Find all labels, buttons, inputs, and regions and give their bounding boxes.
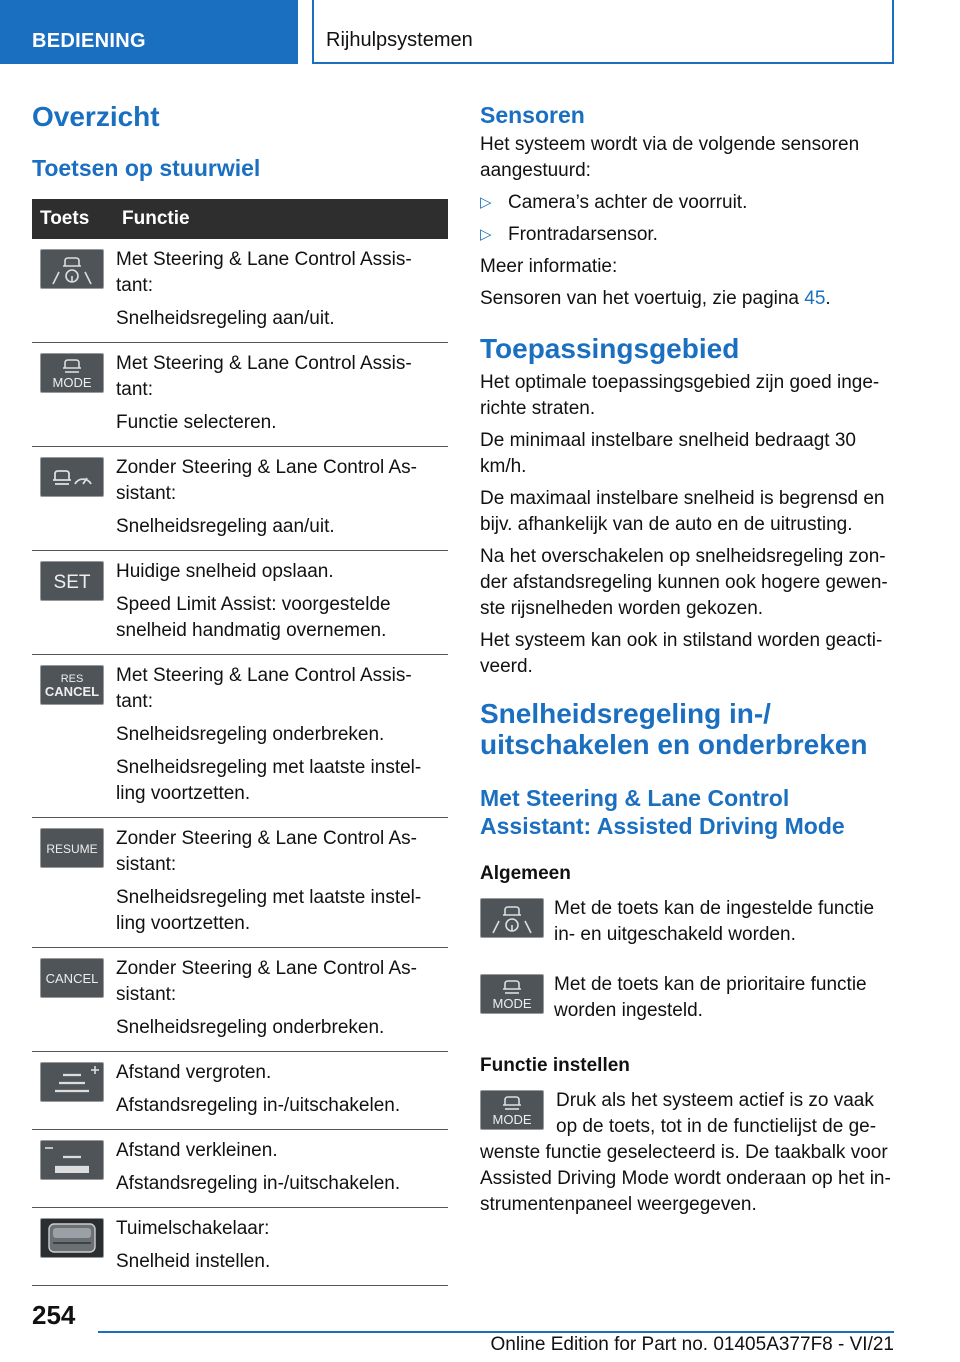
steering-assist-icon <box>40 249 104 289</box>
section-title-toepassingsgebied: Toepassingsgebied <box>480 333 740 364</box>
cancel-only-key-label: CANCEL <box>45 971 99 986</box>
sensor-bullet-2: Frontradarsensor. <box>508 224 658 245</box>
row-8-line-2: Afstandsregeling in-/uitschakelen. <box>116 1095 401 1116</box>
mode-key-label: MODE <box>52 375 92 390</box>
row-5-line-1: Met Steering & Lane Control Assis-tant: <box>116 665 412 712</box>
bullet-triangle-icon: ▷ <box>480 226 492 243</box>
table-header-row <box>32 199 448 239</box>
section-title-toetsen: Toetsen op stuurwiel <box>32 155 261 181</box>
functie-instellen-block <box>480 1088 900 1218</box>
page-title: Overzicht <box>32 101 160 132</box>
table-header-toets: Toets <box>32 199 116 239</box>
header-section-label: BEDIENING <box>32 30 146 52</box>
row-7-line-1: Zonder Steering & Lane Control As-sistant: <box>116 958 418 1005</box>
reference-text: Sensoren van het voertuig, zie pagina <box>480 288 805 309</box>
assisted-title-line-2: Assistant: Assisted Driving Mode <box>480 813 845 839</box>
set-icon <box>40 561 104 601</box>
key1-description: Met de toets kan de ingestelde functie in- en uitgeschakeld worden. <box>554 898 875 945</box>
toepassing-para-2: De minimaal instelbare snelheid bedraagt 30 km/h. <box>480 430 857 477</box>
res-key-label: RES <box>60 673 84 685</box>
table-row <box>32 1130 448 1208</box>
assisted-title-line-1: Met Steering & Lane Control <box>480 785 790 811</box>
res-cancel-icon <box>40 665 104 705</box>
meer-informatie: Meer informatie: <box>480 256 618 277</box>
table-row <box>32 948 448 1052</box>
bullet-triangle-icon: ▷ <box>480 194 492 211</box>
section-title-assisted-driving <box>480 784 900 840</box>
table-row <box>32 818 448 948</box>
row-3-line-1: Zonder Steering & Lane Control As-sistant: <box>116 457 418 504</box>
cancel-key-label: CANCEL <box>44 684 100 699</box>
header-chapter-tab <box>312 0 894 64</box>
row-10-line-1: Tuimelschakelaar: <box>116 1218 270 1239</box>
toepassing-para-1: Het optimale toepassingsgebied zijn goed inge-richte straten. <box>480 372 880 419</box>
toepassing-para-3: De maximaal instelbare snelheid is begrensd en bijv. afhankelijk van de auto en de uitrusting. <box>480 488 885 535</box>
distance-increase-icon <box>40 1062 104 1102</box>
row-1-line-2: Snelheidsregeling aan/uit. <box>116 308 335 329</box>
key-description-steering <box>480 896 900 966</box>
row-8-line-1: Afstand vergroten. <box>116 1062 272 1083</box>
right-column <box>480 100 900 1218</box>
footer-divider <box>98 1331 894 1333</box>
cancel-icon <box>40 958 104 998</box>
row-5-line-3: Snelheidsregeling met laatste instel-ling voortzetten. <box>116 757 422 804</box>
page-link-45[interactable]: 45 <box>804 288 826 309</box>
section-title-schakelen <box>480 698 900 760</box>
table-row <box>32 1052 448 1130</box>
reference-end: . <box>825 288 831 309</box>
set-key-label: SET <box>53 572 91 593</box>
sensoren-intro: Het systeem wordt via de volgende sensoren aangestuurd: <box>480 134 860 181</box>
row-7-line-2: Snelheidsregeling onderbreken. <box>116 1017 385 1038</box>
list-item <box>480 222 900 248</box>
page-number: 254 <box>32 1300 76 1330</box>
table-row <box>32 655 448 818</box>
mode-icon <box>480 974 544 1014</box>
table-row <box>32 551 448 655</box>
toepassing-para-4: Na het overschakelen op snelheidsregeling zon-der afstandsregeling kunnen ook hogere gewen-ste rijsnelheden worden gekozen. <box>480 546 888 619</box>
header-chapter-label: Rijhulpsystemen <box>326 29 473 51</box>
table-row <box>32 447 448 551</box>
row-2-line-1: Met Steering & Lane Control Assis-tant: <box>116 353 412 400</box>
mode-icon <box>480 1090 544 1130</box>
resume-key-label: RESUME <box>46 842 98 856</box>
row-1-line-1: Met Steering & Lane Control Assis-tant: <box>116 249 412 296</box>
mode-icon <box>40 353 104 393</box>
mode-key-label: MODE <box>492 1112 532 1127</box>
section-title-sensoren: Sensoren <box>480 102 585 128</box>
row-3-line-2: Snelheidsregeling aan/uit. <box>116 516 335 537</box>
toepassing-para-5: Het systeem kan ook in stilstand worden geacti-veerd. <box>480 630 883 677</box>
header-section-tab <box>0 0 298 64</box>
left-column <box>32 98 448 1286</box>
key-description-mode <box>480 972 900 1042</box>
row-6-line-1: Zonder Steering & Lane Control As-sistant: <box>116 828 418 875</box>
table-row <box>32 343 448 447</box>
table-header-functie: Functie <box>116 199 448 239</box>
schakelen-title-line-2: uitschakelen en onderbreken <box>480 729 868 760</box>
subsection-algemeen: Algemeen <box>480 863 571 884</box>
sensoren-reference <box>480 286 900 312</box>
list-item <box>480 190 900 216</box>
row-6-line-2: Snelheidsregeling met laatste instel-ling voortzetten. <box>116 887 422 934</box>
row-9-line-1: Afstand verkleinen. <box>116 1140 278 1161</box>
row-9-line-2: Afstandsregeling in-/uitschakelen. <box>116 1173 401 1194</box>
row-4-line-1: Huidige snelheid opslaan. <box>116 561 334 582</box>
row-4-line-2: Speed Limit Assist: voorgestelde snelheid handmatig overnemen. <box>116 594 391 641</box>
subsection-functie-instellen: Functie instellen <box>480 1055 630 1076</box>
row-10-line-2: Snelheid instellen. <box>116 1251 271 1272</box>
table-row <box>32 1208 448 1286</box>
functie-instellen-text: Druk als het systeem actief is zo vaak op de toets, tot in de functielijst de ge-wenste functie geselecteerd is. De taakbalk voor Assisted Driving Mode wordt onderaan op het in-strumentenpaneel weergegeven. <box>480 1090 891 1215</box>
key2-description: Met de toets kan de prioritaire functie worden ingesteld. <box>554 974 867 1021</box>
resume-icon <box>40 828 104 868</box>
schakelen-title-line-1: Snelheidsregeling in-/ <box>480 698 771 729</box>
rocker-switch-icon <box>40 1218 104 1258</box>
mode-key-label: MODE <box>492 996 532 1011</box>
steering-assist-icon <box>480 898 544 938</box>
footer-edition: Online Edition for Part no. 01405A377F8 - VI/21 <box>490 1334 894 1355</box>
table-row <box>32 239 448 343</box>
row-2-line-2: Functie selecteren. <box>116 412 277 433</box>
row-5-line-2: Snelheidsregeling onderbreken. <box>116 724 385 745</box>
key-function-table <box>32 199 448 1286</box>
distance-decrease-icon <box>40 1140 104 1180</box>
sensor-bullet-1: Camera’s achter de voorruit. <box>508 192 748 213</box>
cruise-control-icon <box>40 457 104 497</box>
